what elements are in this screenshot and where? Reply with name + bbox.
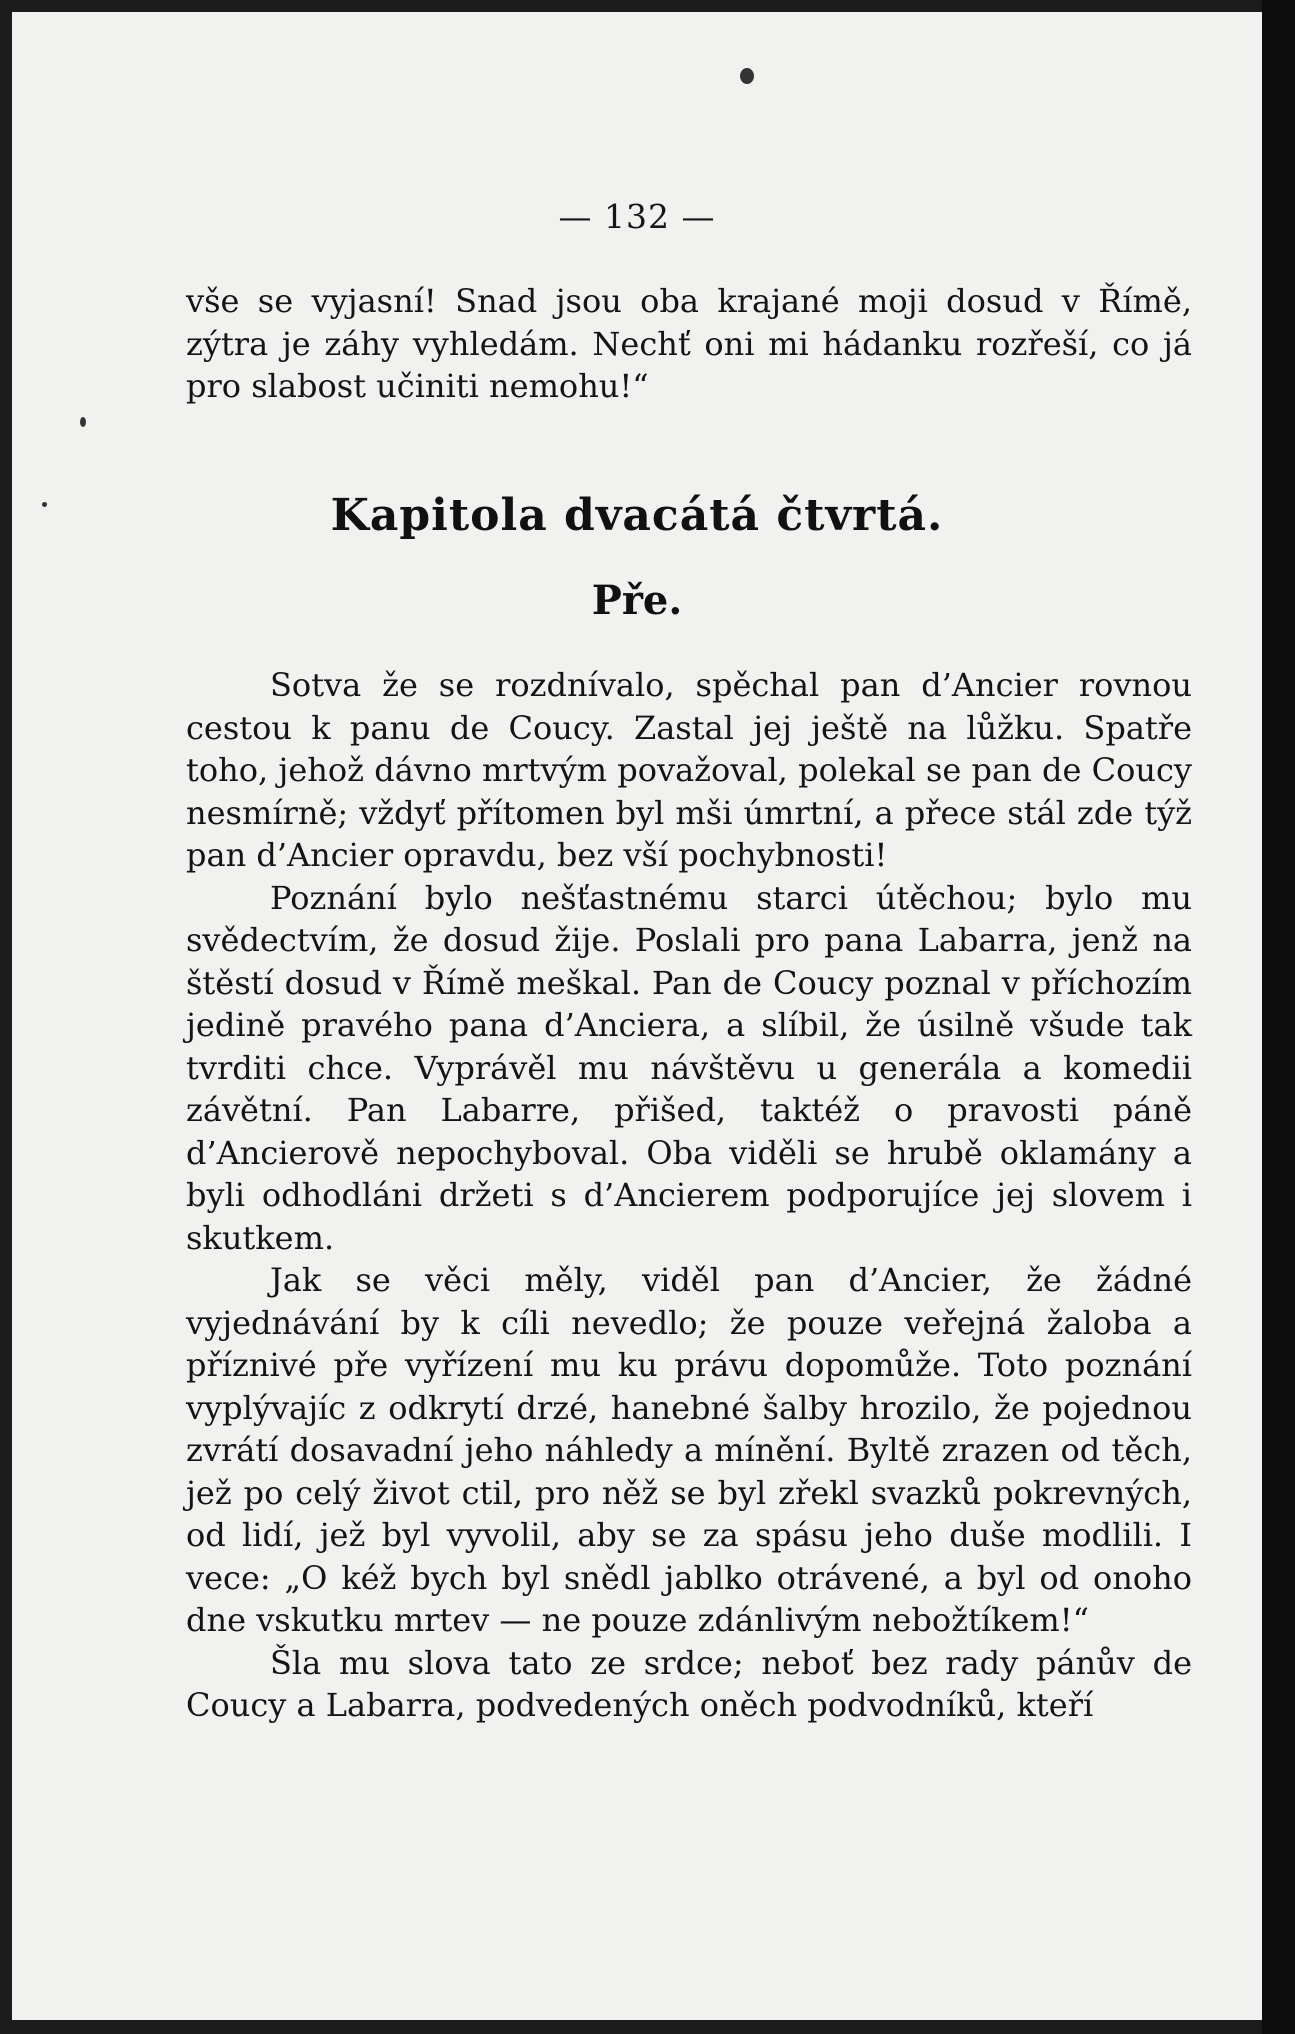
ink-speck xyxy=(80,417,86,427)
page-edge-shadow xyxy=(1262,0,1295,2034)
opening-paragraph xyxy=(186,280,1192,408)
page-number: — 132 — xyxy=(558,197,716,236)
chapter-title: Kapitola dvacátá čtvrtá. xyxy=(330,490,944,541)
chapter-body xyxy=(186,664,1192,1727)
ink-speck xyxy=(740,68,754,84)
paragraph: Sotva že se rozdnívalo, spěchal pan d’Ancier rovnou cestou k panu de Coucy. Zastal jej ještě na lůžku. Spatře toho, jehož dávno mrtvým považoval, polekal se pan de Coucy nesmírně; vždyť přítomen byl mši úmrtní, a přece stál zde týž pan d’Ancier opravdu, bez vší pochybnosti! xyxy=(186,666,1192,874)
chapter-subtitle: Pře. xyxy=(591,577,683,624)
book-page xyxy=(12,12,1262,2020)
paragraph: Šla mu slova tato ze srdce; neboť bez rady pánův de Coucy a Labarra, podvedených oněch podvodníků, kteří xyxy=(186,1643,1192,1724)
paragraph: Poznání bylo nešťastnému starci útěchou; bylo mu svědectvím, že dosud žije. Poslali pro pana Labarra, jenž na štěstí dosud v Římě meškal. Pan de Coucy poznal v příchozím jedině pravého pana d’Anciera, a slíbil, že úsilně všude tak tvrditi chce. Vyprávěl mu návštěvu u generála a komedii závětní. Pan Labarre, přišed, taktéž o pravosti páně d’Ancierově nepochyboval. Oba viděli se hrubě oklamány a byli odhodláni držeti s d’Ancierem podporujíce jej slovem i skutkem. xyxy=(186,878,1192,1257)
paragraph-continued: vše se vyjasní! Snad jsou oba krajané moji dosud v Římě, zýtra je záhy vyhledám. Nechť oni mi hádanku rozřeší, co já pro slabost učiniti nemohu!“ xyxy=(186,282,1192,405)
paragraph: Jak se věci měly, viděl pan d’Ancier, že žádné vyjednávání by k cíli nevedlo; že pouze veřejná žaloba a příznivé pře vyřízení mu ku právu dopomůže. Toto poznání vyplývajíc z odkrytí drzé, hanebné šalby hrozilo, že pojednou zvrátí dosavadní jeho náhledy a mínění. Byltě zrazen od těch, jež po celý život ctil, pro něž se byl zřekl svazků pokrevných, od lidí, jež byl vyvolil, aby se za spásu jeho duše modlili. I vece: „O kéž bych byl snědl jablko otrávené, a byl od onoho dne vskutku mrtev — ne pouze zdánlivým nebožtíkem!“ xyxy=(186,1261,1192,1639)
